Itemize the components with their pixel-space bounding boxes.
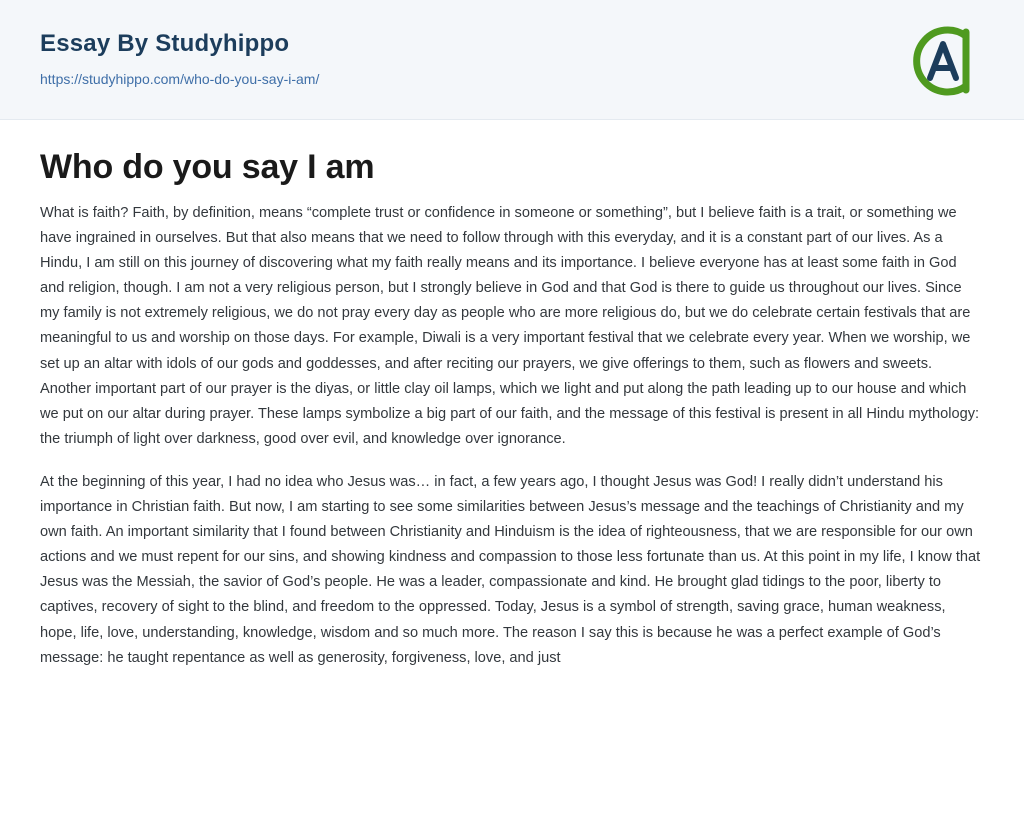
essay-paragraph: What is faith? Faith, by definition, means “complete trust or confidence in someone or something”, but I believe faith is a trait, or something we have ingrained in ourselves. But that also means that we need to follow through with this everyday, and it is a constant part of our lives. As a Hindu, I am still on this journey of discovering what my faith really means and its importance. I believe everyone has at least some faith in God and religion, though. I am not a very religious person, but I strongly believe in God and that God is there to guide us throughout our lives. Since my family is not extremely religious, we do not pray every day as people who are more religious do, but we do celebrate certain festivals that are meaningful to us and worship on those days. For example, Diwali is a very important festival that we celebrate every year. When we worship, we set up an altar with idols of our gods and goddesses, and after reciting our prayers, we give offerings to them, such as flowers and sweets. Another important part of our prayer is the diyas, or little clay oil lamps, which we light and put along the path leading up to our house and which we put on our altar during prayer. These lamps symbolize a big part of our faith, and the message of this festival is present in all Hindu mythology: the triumph of light over darkness, good over evil, and knowledge over ignorance.	[40, 205, 980, 447]
studyhippo-a-logo-icon	[904, 22, 982, 100]
source-url-link[interactable]: https://studyhippo.com/who-do-you-say-i-am/	[40, 70, 320, 87]
essay-paragraph: At the beginning of this year, I had no idea who Jesus was… in fact, a few years ago, I thought Jesus was God! I really didn’t understand his importance in Christian faith. But now, I am starting to see some similarities between Jesus’s message and the teachings of Christianity and my own faith. An important similarity that I found between Christianity and Hinduism is the idea of righteousness, that we are responsible for our own actions and we must repent for our sins, and showing kindness and compassion to those less fortunate than us. At this point in my life, I know that Jesus was the Messiah, the savior of God’s people. He was a leader, compassionate and kind. He brought glad tidings to the poor, liberty to captives, recovery of sight to the blind, and freedom to the oppressed. Today, Jesus is a symbol of strength, saving grace, human weakness, hope, life, love, understanding, knowledge, wisdom and so much more. The reason I say this is because he was a perfect example of God’s message: he taught repentance as well as generosity, forgiveness, love, and just	[40, 473, 981, 666]
document-content	[0, 120, 1024, 671]
site-title: Essay By Studyhippo	[40, 30, 290, 57]
page-header	[0, 0, 1024, 120]
page-title: Who do you say I am	[40, 148, 375, 186]
